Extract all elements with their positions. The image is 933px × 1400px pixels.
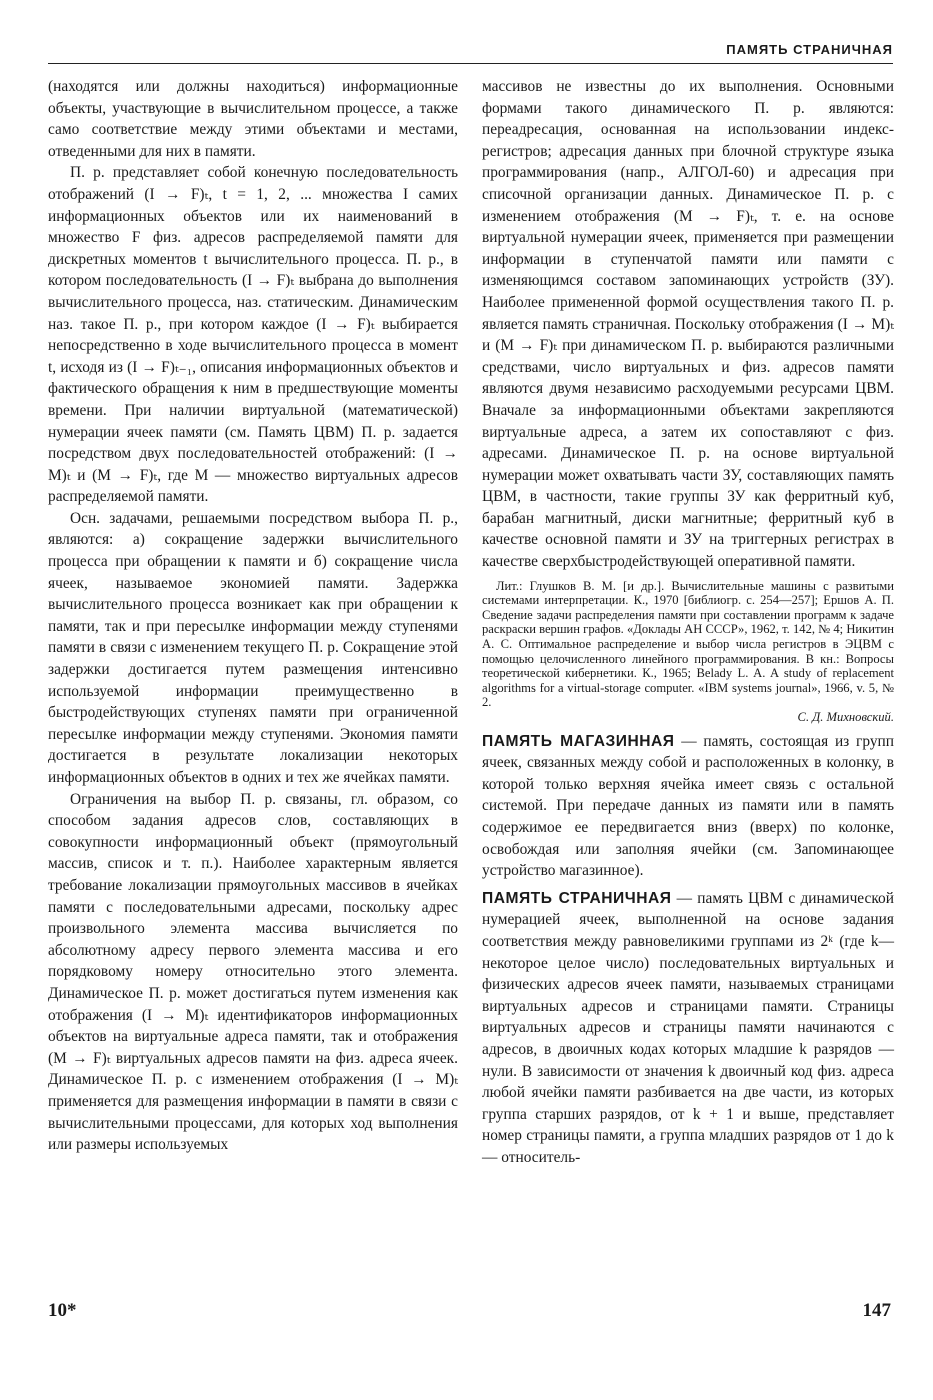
entry-text: — память ЦВМ с динамической нумерацией ячеек, выполненной на основе задания соответствия между равновеликими группами из 2ᵏ (где k—некоторое целое число) последовательных виртуальных и физических адресов ячеек памяти, называемых страницами виртуальных адресов и страницами памяти. Страницы виртуальных адресов и страницы памяти начинаются с адресов, в двоичных кодах которых младшие k разрядов — нули. В зависимости от значения k двоичный код физ. адреса любой ячейки памяти разбивается на две части, из которых группа старших разрядов, от k + 1 и выше, представляет номер страницы памяти, а группа младших разрядов от 1 до k — относитель-: [482, 889, 894, 1166]
right-column: [482, 76, 894, 1168]
literature-references: [482, 579, 894, 725]
entry-text: — память, состоящая из групп ячеек, связанных между собой и расположенных в колонку, в которой только верхняя ячейка имеет связь с остальной системой. При передаче данных из памяти или в память содержимое ее передвигается вниз (вверх) по колонке, освобождая или заполняя ячейки (см. Запоминающее устройство магазинное).: [482, 732, 894, 880]
entry-headword: ПАМЯТЬ СТРАНИЧНАЯ: [482, 889, 672, 907]
entry-headword: ПАМЯТЬ МАГАЗИННАЯ: [482, 732, 675, 750]
page-number: 147: [862, 1300, 891, 1321]
signature-mark: 10*: [48, 1300, 77, 1321]
paragraph: массивов не известны до их выполнения. Основными формами такого динамического П. р. являются: переадресация, основанная на использовании индекс-регистров; адресация данных при блочной структуре языка программирования (напр., АЛГОЛ-60) и адресация при списочной организации данных. Динамическое П. р. с изменением отображения (M → F)ₜ, т. е. на основе виртуальной нумерации ячеек, применяется при размещении информации в ступенчатой памяти или памяти с изменяющимся составом запоминающих устройств (ЗУ). Наиболее примененной формой осуществления такого П. р. является память страничная. Поскольку отображения (I → M)ₜ и (M → F)ₜ при динамическом П. р. выбираются различными средствами, число виртуальных и физ. адресов памяти являются двумя независимо расходуемыми ресурсами ЦВМ. Вначале за информационными объектами закрепляются виртуальные адреса, а затем их сопоставляют с физ. адресами. Динамическое П. р. на основе виртуальной нумерации может охватывать части ЗУ, составляющих память ЦВМ, в частности, такие группы ЗУ как ферритный куб, барабан магнитный, диски магнитные; ферритный куб в качестве основной памяти и ЗУ на триггерных регистрах в качестве сверхбыстродействующей оперативной памяти.: [482, 78, 894, 571]
entry-page-memory: [482, 888, 894, 1169]
running-head: ПАМЯТЬ СТРАНИЧНАЯ: [726, 42, 893, 57]
paragraph: П. р. представляет собой конечную последовательность отображений (I → F)ₜ, t = 1, 2, ... множества I самих информационных объектов или их наименований в множество F физ. адресов распределяемой памяти для дискретных моментов t вычислительного процесса. П. р., в котором последовательность (I → F)ₜ выбрана до выполнения вычислительного процесса, наз. статическим. Динамическим наз. такое П. р., при котором каждое (I → F)ₜ выбирается непосредственно в ходе вычислительного процесса в момент t, исходя из (I → F)ₜ₋₁, описания информационных объектов и фактического обращения к ним в предшествующие моменты времени. При наличии виртуальной (математической) нумерации ячеек памяти (см. Память ЦВМ) П. р. задается посредством двух последовательностей отображений: (I → M)ₜ и (M → F)ₜ, где M — множество виртуальных адресов распределяемой памяти.: [48, 164, 458, 506]
paragraph: Осн. задачами, решаемыми посредством выбора П. р., являются: а) сокращение задержки вычислительного процесса при обращении к памяти и б) сокращение числа ячеек, называемое экономией памяти. Задержка вычислительного процесса возникает как при обращении к памяти, так и при пересылке информации между ступенями памяти в связи с изменением текущего П. р. Сокращение этой задержки достигается путем размещения интенсивно используемой информации преимущественно в быстродействующих ступенях памяти при ограниченной пересылке информации между ступенями. Экономия памяти достигается в результате локализации некоторых информационных объектов в одних и тех же ячейках памяти.: [48, 509, 458, 786]
entry-magazine: [482, 731, 894, 882]
literature-author: С. Д. Михновский.: [797, 710, 894, 724]
paragraph: Ограничения на выбор П. р. связаны, гл. образом, со способом задания адресов слов, составляющих в совокупности информационный объект (прямоугольный массив, список и т. п.). Наиболее характерным является требование локализации прямоугольных массивов в ячейках памяти с последовательными адресами, поскольку адрес произвольного элемента массива вычисляется по абсолютному адресу первого элемента массива и его порядковому номеру относительно этого элемента. Динамическое П. р. может достигаться путем изменения как отображения (I → M)ₜ идентификаторов информационных объектов на виртуальные адреса памяти, так и отображения (M → F)ₜ виртуальных адресов памяти на физ. адреса ячеек. Динамическое П. р. с изменением отображения (I → M)ₜ применяется для размещения информации в памяти в связи с вычислительными процессами, для которых ход выполнения или размеры используемых: [48, 790, 458, 1154]
paragraph: (находятся или должны находиться) информационные объекты, участвующие в вычислительном процессе, а также само соответствие между этими объектами и местами, отведенными для них в памяти.: [48, 78, 458, 160]
literature-text: Лит.: Глушков В. М. [и др.]. Вычислительные машины с развитыми системами интерпретации. К., 1970 [библиогр. с. 254—257]; Ершов А. П. Сведение задачи распределения памяти при составлении программ к задаче раскраски вершин графов. «Доклады АН СССР», 1962, т. 142, № 4; Никитин А. С. Оптимальное распределение и выбор числа регистров в ЭЦВМ с помощью целочисленного линейного программирования. В кн.: Вопросы теоретической кибернетики. К., 1965; Belady L. A. A study of replacement algorithms for a virtual-storage computer. «IBM systems journal», 1966, v. 5, № 2.: [482, 578, 894, 710]
header-rule: [48, 63, 893, 64]
left-column: [48, 76, 458, 1156]
